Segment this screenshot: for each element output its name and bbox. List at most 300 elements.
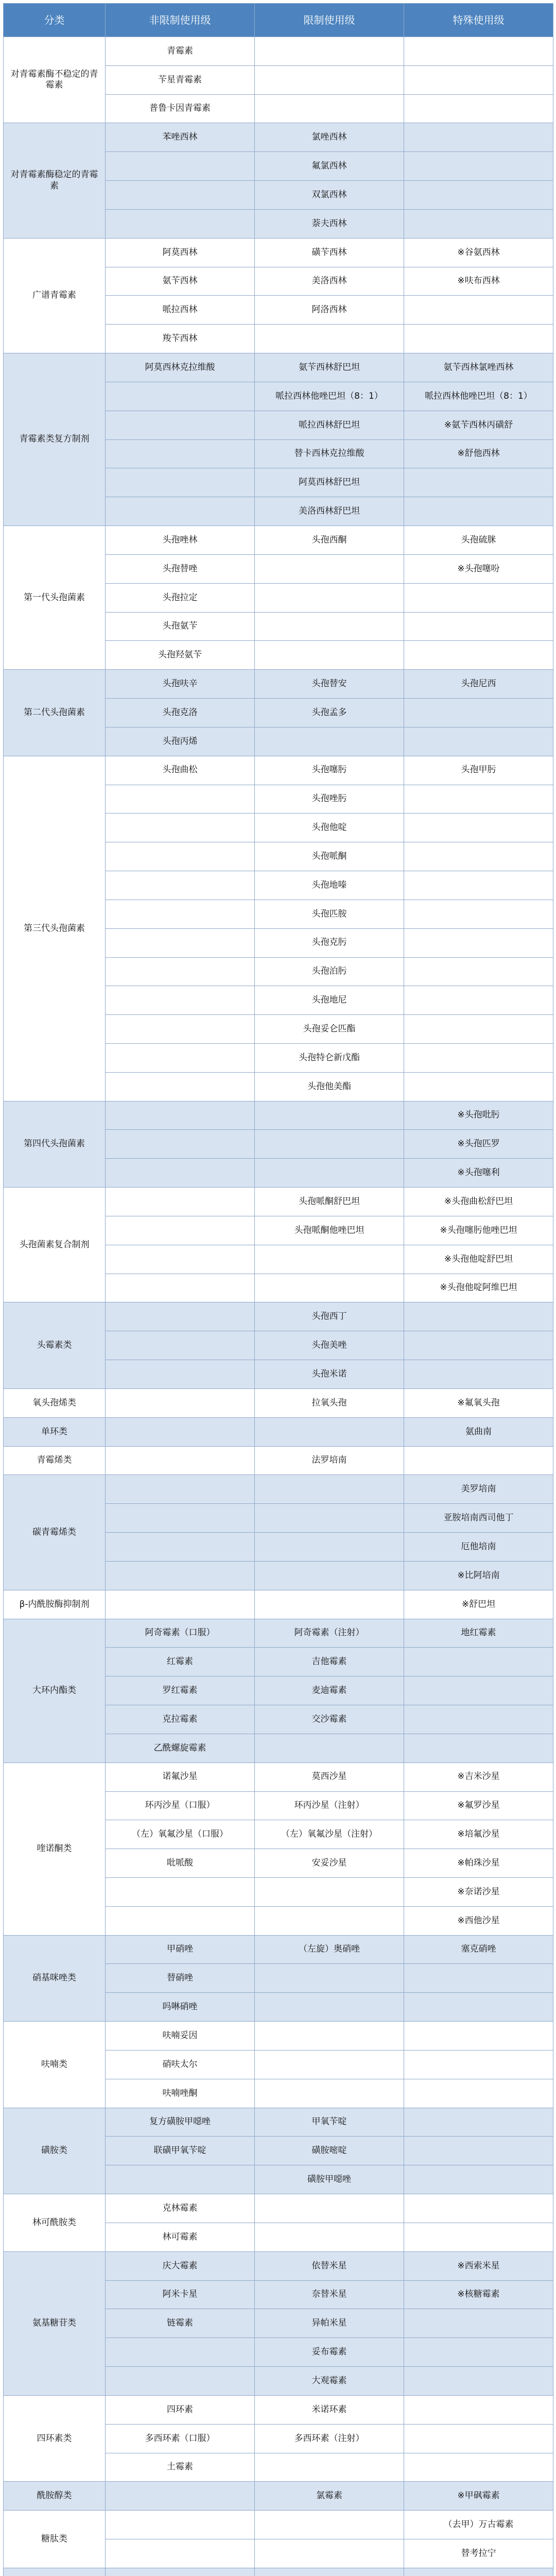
unrestricted-cell: 环丙沙星（口服） (106, 1791, 255, 1820)
special-cell (404, 641, 553, 670)
unrestricted-cell (106, 2338, 255, 2367)
restricted-cell (255, 1274, 404, 1302)
special-cell (404, 1964, 553, 1993)
table-body (4, 37, 553, 2576)
unrestricted-cell (106, 209, 255, 238)
category-cell: 头霉素类 (4, 1302, 106, 1388)
restricted-cell (255, 641, 404, 670)
restricted-cell (255, 1159, 404, 1188)
special-cell (404, 1705, 553, 1734)
restricted-cell: 麦迪霉素 (255, 1676, 404, 1705)
special-cell: ※头孢噻吩 (404, 554, 553, 583)
category-cell: 酰胺醇类 (4, 2482, 106, 2511)
special-cell (404, 123, 553, 152)
special-cell (404, 699, 553, 727)
unrestricted-cell: 吡哌酸 (106, 1849, 255, 1878)
table-row (4, 2511, 553, 2539)
restricted-cell: 哌拉西林舒巴坦 (255, 411, 404, 439)
unrestricted-cell (106, 439, 255, 468)
table-row (4, 1388, 553, 1417)
restricted-cell (255, 2511, 404, 2539)
unrestricted-cell: 联磺甲氧苄啶 (106, 2137, 255, 2165)
special-cell: ※帕珠沙星 (404, 1849, 553, 1878)
restricted-cell: 磺胺嘧啶 (255, 2137, 404, 2165)
restricted-cell: 大观霉素 (255, 2367, 404, 2396)
special-cell: ※头孢他啶阿维巴坦 (404, 1274, 553, 1302)
restricted-cell (255, 1130, 404, 1159)
restricted-cell (255, 554, 404, 583)
unrestricted-cell (106, 2482, 255, 2511)
special-cell: 头孢甲肟 (404, 756, 553, 785)
special-cell: ※谷氨西林 (404, 238, 553, 267)
special-cell (404, 814, 553, 842)
unrestricted-cell (106, 1906, 255, 1935)
restricted-cell (255, 1993, 404, 2022)
special-cell: ※氟罗沙星 (404, 1791, 553, 1820)
unrestricted-cell: 阿莫西林克拉维酸 (106, 353, 255, 382)
restricted-cell (255, 2453, 404, 2482)
special-cell: （去甲）万古霉素 (404, 2511, 553, 2539)
unrestricted-cell (106, 1388, 255, 1417)
restricted-cell: 环丙沙星（注射） (255, 1791, 404, 1820)
unrestricted-cell (106, 785, 255, 814)
special-cell (404, 325, 553, 353)
unrestricted-cell: 普鲁卡因青霉素 (106, 94, 255, 123)
unrestricted-cell (106, 468, 255, 497)
restricted-cell: 阿洛西林 (255, 296, 404, 325)
special-cell: ※培氟沙星 (404, 1820, 553, 1849)
special-cell: 美罗培南 (404, 1475, 553, 1504)
restricted-cell: 头孢哌酮舒巴坦 (255, 1188, 404, 1216)
restricted-cell: 氟氯西林 (255, 152, 404, 181)
unrestricted-cell: 阿米卡星 (106, 2280, 255, 2309)
restricted-cell: 阿莫西林舒巴坦 (255, 468, 404, 497)
unrestricted-cell: 诺氟沙星 (106, 1762, 255, 1791)
special-cell: ※比阿培南 (404, 1561, 553, 1590)
restricted-cell (255, 1590, 404, 1619)
restricted-cell (255, 65, 404, 94)
special-cell (404, 1072, 553, 1101)
restricted-cell (255, 94, 404, 123)
restricted-cell (255, 1245, 404, 1274)
special-cell (404, 2022, 553, 2050)
special-cell (404, 2453, 553, 2482)
restricted-cell (255, 37, 404, 66)
special-cell (404, 468, 553, 497)
unrestricted-cell (106, 928, 255, 957)
special-cell (404, 37, 553, 66)
restricted-cell: 头孢孟多 (255, 699, 404, 727)
special-cell: ※西他沙星 (404, 1906, 553, 1935)
special-cell: ※氟氧头孢 (404, 1388, 553, 1417)
unrestricted-cell: 头孢拉定 (106, 583, 255, 612)
restricted-cell: 法罗培南 (255, 1446, 404, 1475)
restricted-cell: 头孢米诺 (255, 1360, 404, 1389)
special-cell: 塞克硝唑 (404, 1935, 553, 1964)
category-cell: 大环内酯类 (4, 1619, 106, 1762)
table-row (4, 37, 553, 66)
restricted-cell: 氯唑西林 (255, 123, 404, 152)
restricted-cell: 哌拉西林他唑巴坦（8：1） (255, 382, 404, 411)
special-cell (404, 2137, 553, 2165)
unrestricted-cell: 吗啉硝唑 (106, 1993, 255, 2022)
unrestricted-cell: 青霉素 (106, 37, 255, 66)
unrestricted-cell (106, 1216, 255, 1245)
table-row (4, 1619, 553, 1648)
category-cell: 喹诺酮类 (4, 1762, 106, 1935)
unrestricted-cell: 呋喃唑酮 (106, 2079, 255, 2108)
restricted-cell (255, 2223, 404, 2251)
table-row (4, 123, 553, 152)
unrestricted-cell: 头孢曲松 (106, 756, 255, 785)
special-cell (404, 2395, 553, 2424)
category-cell: 磺胺类 (4, 2108, 106, 2194)
unrestricted-cell: 呋喃妥因 (106, 2022, 255, 2050)
special-cell (404, 928, 553, 957)
special-cell (404, 900, 553, 928)
restricted-cell (255, 325, 404, 353)
category-cell: 第三代头孢菌素 (4, 756, 106, 1101)
special-cell: ※头孢曲松舒巴坦 (404, 1188, 553, 1216)
restricted-cell: 安妥沙星 (255, 1849, 404, 1878)
restricted-cell: 头孢替安 (255, 670, 404, 699)
category-cell: 第二代头孢菌素 (4, 670, 106, 756)
unrestricted-cell (106, 2539, 255, 2568)
unrestricted-cell (106, 1475, 255, 1504)
special-cell (404, 1676, 553, 1705)
unrestricted-cell: 乙酰螺旋霉素 (106, 1734, 255, 1762)
category-cell: 氨基糖苷类 (4, 2251, 106, 2395)
special-cell (404, 1043, 553, 1072)
table-row (4, 670, 553, 699)
unrestricted-cell: 甲硝唑 (106, 1935, 255, 1964)
special-cell: ※呋布西林 (404, 267, 553, 296)
unrestricted-cell (106, 382, 255, 411)
unrestricted-cell: 头孢丙烯 (106, 727, 255, 756)
unrestricted-cell: 头孢氨苄 (106, 612, 255, 641)
restricted-cell: 阿奇霉素（注射） (255, 1619, 404, 1648)
special-cell: ※氨苄西林丙磺舒 (404, 411, 553, 439)
table-row (4, 2022, 553, 2050)
unrestricted-cell: 苯唑西林 (106, 123, 255, 152)
special-cell (404, 152, 553, 181)
restricted-cell: 莫西沙星 (255, 1762, 404, 1791)
restricted-cell: 米诺环素 (255, 2395, 404, 2424)
restricted-cell: 磺胺甲噁唑 (255, 2165, 404, 2194)
unrestricted-cell (106, 986, 255, 1015)
restricted-cell (255, 1417, 404, 1446)
special-cell (404, 2108, 553, 2137)
unrestricted-cell: 头孢羟氨苄 (106, 641, 255, 670)
unrestricted-cell: 硝呋太尔 (106, 2050, 255, 2079)
special-cell: ※头孢吡肟 (404, 1101, 553, 1130)
restricted-cell: 美洛西林舒巴坦 (255, 497, 404, 526)
restricted-cell (255, 1101, 404, 1130)
table-row (4, 2482, 553, 2511)
restricted-cell: 头孢他美酯 (255, 1072, 404, 1101)
special-cell (404, 842, 553, 871)
restricted-cell: 头孢克肟 (255, 928, 404, 957)
unrestricted-cell (106, 1072, 255, 1101)
table-row (4, 1302, 553, 1331)
category-cell: 对青霉素酶稳定的青霉素 (4, 123, 106, 238)
category-cell: 第一代头孢菌素 (4, 526, 106, 670)
table-row (4, 2194, 553, 2223)
category-cell: 硝基咪唑类 (4, 1935, 106, 2021)
table-row (4, 1935, 553, 1964)
special-cell (404, 181, 553, 210)
special-cell (404, 2309, 553, 2338)
special-cell (404, 1360, 553, 1389)
category-cell: 碳青霉烯类 (4, 1475, 106, 1590)
restricted-cell: 头孢哌酮他唑巴坦 (255, 1216, 404, 1245)
restricted-cell: 头孢地嗪 (255, 871, 404, 900)
special-cell: 亚胺培南西司他丁 (404, 1504, 553, 1533)
special-cell (404, 727, 553, 756)
restricted-cell: 头孢哌酮 (255, 842, 404, 871)
table-row (4, 1475, 553, 1504)
unrestricted-cell (106, 1159, 255, 1188)
restricted-cell: 头孢特仑新戊酯 (255, 1043, 404, 1072)
unrestricted-cell (106, 871, 255, 900)
unrestricted-cell: 氨苄西林 (106, 267, 255, 296)
unrestricted-cell (106, 1417, 255, 1446)
unrestricted-cell: 链霉素 (106, 2309, 255, 2338)
unrestricted-cell: 林可霉素 (106, 2223, 255, 2251)
restricted-cell (255, 2022, 404, 2050)
unrestricted-cell (106, 1878, 255, 1907)
restricted-cell: 头孢地尼 (255, 986, 404, 1015)
restricted-cell: 头孢西酮 (255, 526, 404, 555)
special-cell: 头孢尼西 (404, 670, 553, 699)
special-cell: ※头孢匹罗 (404, 1130, 553, 1159)
table-row (4, 238, 553, 267)
unrestricted-cell: 苄星青霉素 (106, 65, 255, 94)
unrestricted-cell (106, 2367, 255, 2396)
special-cell (404, 2568, 553, 2576)
restricted-cell (255, 2079, 404, 2108)
table-header-row (4, 4, 553, 37)
restricted-cell: 氨苄西林舒巴坦 (255, 353, 404, 382)
unrestricted-cell (106, 900, 255, 928)
special-cell (404, 1015, 553, 1044)
restricted-cell (255, 2194, 404, 2223)
header-special: 特殊使用级 (404, 4, 553, 37)
special-cell (404, 1648, 553, 1676)
category-cell: 头孢菌素复合制剂 (4, 1188, 106, 1302)
unrestricted-cell: 克拉霉素 (106, 1705, 255, 1734)
unrestricted-cell: 红霉素 (106, 1648, 255, 1676)
unrestricted-cell (106, 1101, 255, 1130)
restricted-cell: 头孢妥仑匹酯 (255, 1015, 404, 1044)
unrestricted-cell (106, 814, 255, 842)
table-row (4, 526, 553, 555)
special-cell: 哌拉西林他唑巴坦（8：1） (404, 382, 553, 411)
unrestricted-cell (106, 1130, 255, 1159)
unrestricted-cell: 克林霉素 (106, 2194, 255, 2223)
table-row (4, 353, 553, 382)
restricted-cell (255, 727, 404, 756)
unrestricted-cell: 阿莫西林 (106, 238, 255, 267)
restricted-cell: 妥布霉素 (255, 2338, 404, 2367)
restricted-cell (255, 2568, 404, 2576)
special-cell (404, 2050, 553, 2079)
special-cell: ※西索米星 (404, 2251, 553, 2280)
special-cell (404, 209, 553, 238)
unrestricted-cell (106, 1015, 255, 1044)
unrestricted-cell: 复方磺胺甲噁唑 (106, 2108, 255, 2137)
category-cell: 四环素类 (4, 2395, 106, 2481)
header-restricted: 限制使用级 (255, 4, 404, 37)
category-cell: β-内酰胺酶抑制剂 (4, 1590, 106, 1619)
category-cell: 林可酰胺类 (4, 2194, 106, 2252)
table-row (4, 756, 553, 785)
special-cell: ※核糖霉素 (404, 2280, 553, 2309)
special-cell (404, 986, 553, 1015)
restricted-cell: 头孢他啶 (255, 814, 404, 842)
unrestricted-cell (106, 1188, 255, 1216)
unrestricted-cell: 头孢呋辛 (106, 670, 255, 699)
category-cell: 单环类 (4, 1417, 106, 1446)
restricted-cell: 头孢噻肟 (255, 756, 404, 785)
restricted-cell (255, 1906, 404, 1935)
special-cell (404, 1302, 553, 1331)
restricted-cell: 头孢匹胺 (255, 900, 404, 928)
table-row (4, 1101, 553, 1130)
restricted-cell: 交沙霉素 (255, 1705, 404, 1734)
restricted-cell: 头孢唑肟 (255, 785, 404, 814)
restricted-cell: 奈替米星 (255, 2280, 404, 2309)
category-cell: 广谱青霉素 (4, 238, 106, 353)
special-cell (404, 2165, 553, 2194)
unrestricted-cell: 阿奇霉素（口服） (106, 1619, 255, 1648)
unrestricted-cell: 头孢克洛 (106, 699, 255, 727)
restricted-cell (255, 1475, 404, 1504)
special-cell: 厄他培南 (404, 1533, 553, 1562)
special-cell (404, 65, 553, 94)
special-cell (404, 1446, 553, 1475)
unrestricted-cell: 头孢唑林 (106, 526, 255, 555)
restricted-cell (255, 583, 404, 612)
restricted-cell (255, 1734, 404, 1762)
restricted-cell: 磺苄西林 (255, 238, 404, 267)
restricted-cell: （左）氧氟沙星（注射） (255, 1820, 404, 1849)
restricted-cell: 替卡西林克拉维酸 (255, 439, 404, 468)
category-cell: 第四代头孢菌素 (4, 1101, 106, 1187)
unrestricted-cell (106, 152, 255, 181)
special-cell: ※甲砜霉素 (404, 2482, 553, 2511)
unrestricted-cell: 多西环素（口服） (106, 2424, 255, 2453)
unrestricted-cell: 罗红霉素 (106, 1676, 255, 1705)
special-cell (404, 1734, 553, 1762)
restricted-cell: 萘夫西林 (255, 209, 404, 238)
restricted-cell (255, 612, 404, 641)
unrestricted-cell (106, 181, 255, 210)
unrestricted-cell (106, 497, 255, 526)
unrestricted-cell (106, 2165, 255, 2194)
restricted-cell: 多西环素（注射） (255, 2424, 404, 2453)
unrestricted-cell (106, 2568, 255, 2576)
category-cell: 呋喃类 (4, 2022, 106, 2108)
unrestricted-cell (106, 1043, 255, 1072)
restricted-cell: 吉他霉素 (255, 1648, 404, 1676)
restricted-cell (255, 1533, 404, 1562)
restricted-cell (255, 1561, 404, 1590)
special-cell (404, 2424, 553, 2453)
unrestricted-cell (106, 1331, 255, 1360)
special-cell (404, 1331, 553, 1360)
table-row (4, 1762, 553, 1791)
header-category: 分类 (4, 4, 106, 37)
unrestricted-cell (106, 2511, 255, 2539)
antibiotic-table (3, 3, 553, 2576)
unrestricted-cell (106, 1590, 255, 1619)
table-row (4, 1417, 553, 1446)
restricted-cell: 头孢西丁 (255, 1302, 404, 1331)
restricted-cell (255, 1504, 404, 1533)
unrestricted-cell (106, 411, 255, 439)
unrestricted-cell (106, 957, 255, 986)
restricted-cell (255, 1964, 404, 1993)
unrestricted-cell (106, 1504, 255, 1533)
unrestricted-cell: 替硝唑 (106, 1964, 255, 1993)
restricted-cell: 双氯西林 (255, 181, 404, 210)
restricted-cell: 依替米星 (255, 2251, 404, 2280)
restricted-cell (255, 2050, 404, 2079)
restricted-cell: 美洛西林 (255, 267, 404, 296)
restricted-cell: 异帕米星 (255, 2309, 404, 2338)
unrestricted-cell (106, 1561, 255, 1590)
special-cell (404, 1993, 553, 2022)
header-unrestricted: 非限制使用级 (106, 4, 255, 37)
special-cell (404, 2223, 553, 2251)
special-cell: ※舒他西林 (404, 439, 553, 468)
unrestricted-cell: 庆大霉素 (106, 2251, 255, 2280)
unrestricted-cell (106, 1302, 255, 1331)
unrestricted-cell (106, 1360, 255, 1389)
restricted-cell (255, 2539, 404, 2568)
unrestricted-cell: 哌拉西林 (106, 296, 255, 325)
special-cell (404, 2079, 553, 2108)
restricted-cell: 头孢美唑 (255, 1331, 404, 1360)
restricted-cell: （左旋）奥硝唑 (255, 1935, 404, 1964)
restricted-cell: 甲氧苄啶 (255, 2108, 404, 2137)
special-cell (404, 871, 553, 900)
table-row (4, 2251, 553, 2280)
special-cell: ※舒巴坦 (404, 1590, 553, 1619)
unrestricted-cell (106, 1446, 255, 1475)
restricted-cell: 头孢泊肟 (255, 957, 404, 986)
special-cell: 替考拉宁 (404, 2539, 553, 2568)
category-cell: 青霉烯类 (4, 1446, 106, 1475)
special-cell (404, 2194, 553, 2223)
unrestricted-cell: 土霉素 (106, 2453, 255, 2482)
special-cell: ※头孢他啶舒巴坦 (404, 1245, 553, 1274)
category-cell: 糖肽类 (4, 2511, 106, 2568)
unrestricted-cell: 头孢替唑 (106, 554, 255, 583)
table-row (4, 1590, 553, 1619)
restricted-cell (255, 1878, 404, 1907)
special-cell (404, 957, 553, 986)
special-cell: ※头孢噻肟他唑巴坦 (404, 1216, 553, 1245)
special-cell (404, 2367, 553, 2396)
table-row (4, 2108, 553, 2137)
special-cell: ※吉米沙星 (404, 1762, 553, 1791)
special-cell (404, 785, 553, 814)
special-cell: 头孢硫脒 (404, 526, 553, 555)
category-cell: 氧头孢烯类 (4, 1388, 106, 1417)
special-cell: ※奈诺沙星 (404, 1878, 553, 1907)
